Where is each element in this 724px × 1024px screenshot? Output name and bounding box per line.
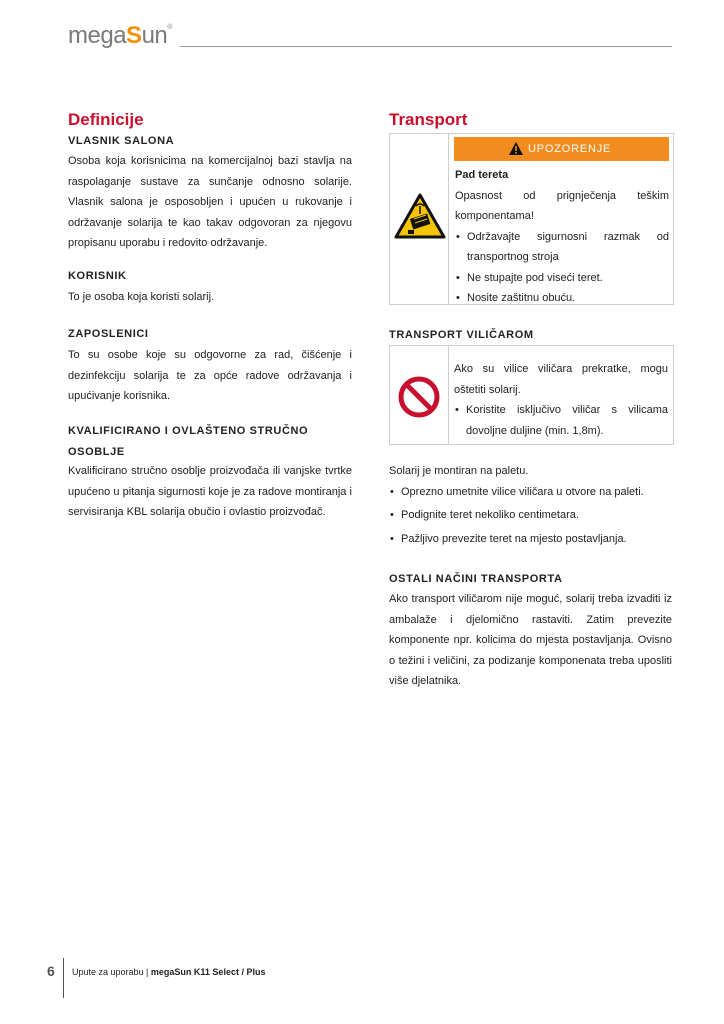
definitions-title: Definicije bbox=[68, 110, 144, 129]
other-transport-heading: OSTALI NAČINI TRANSPORTA bbox=[389, 573, 563, 585]
brand-s-letter: S bbox=[126, 22, 142, 49]
definition-heading-user: KORISNIK bbox=[68, 270, 127, 282]
definition-heading-staff: ZAPOSLENICI bbox=[68, 328, 149, 340]
brand-suffix: un bbox=[141, 22, 168, 49]
footer-manual: Upute za uporabu | bbox=[72, 967, 149, 977]
forklift-step: • Oprezno umetnite vilice viličara u otvore na paleti. bbox=[389, 482, 673, 503]
brand-logo bbox=[68, 22, 172, 50]
registered-mark: ® bbox=[167, 24, 172, 31]
transport-title: Transport bbox=[389, 110, 468, 129]
footer-product: megaSun K11 Select / Plus bbox=[150, 967, 266, 977]
forklift-steps bbox=[389, 461, 673, 549]
warning-heading: Pad tereta bbox=[455, 169, 509, 181]
footer-caption bbox=[72, 967, 265, 977]
falling-load-warning-icon bbox=[394, 192, 446, 240]
warning-text: Opasnost od prignječenja teškim komponentama! bbox=[455, 189, 669, 222]
warning-bullet: • Održavajte sigurnosni razmak od transportnog stroja bbox=[455, 227, 669, 268]
brand-prefix: mega bbox=[68, 22, 127, 49]
warning-icon-cell bbox=[390, 134, 449, 304]
definition-heading-owner: VLASNIK SALONA bbox=[68, 135, 175, 147]
warning-banner bbox=[454, 137, 669, 161]
notice-content bbox=[454, 359, 668, 441]
definition-heading-qualified-2: OSOBLJE bbox=[68, 446, 125, 458]
other-transport-text: Ako transport viličarom nije moguć, solarij treba izvaditi iz ambalaže i djelomično rastaviti. Zatim prevezite komponente npr. kolicima do mjesta postavljanja. Ovisno o težini i veličini, za podizanje komponenata treba uposliti više djelatnika. bbox=[389, 593, 672, 687]
definition-heading-qualified-1: KVALIFICIRANO I OVLAŠTENO STRUČNO bbox=[68, 425, 309, 437]
warning-bullet: • Ne stupajte pod viseći teret. bbox=[455, 268, 669, 289]
definition-text-qualified: Kvalificirano stručno osoblje proizvođača ili vanjske tvrtke upućeno u pitanja sigurnosti koje je za radove montiranja i servisiranja KBL solarija obučio i ovlastio proizvođač. bbox=[68, 465, 352, 518]
forklift-heading: TRANSPORT VILIČAROM bbox=[389, 329, 534, 341]
definition-text-staff: To su osobe koje su odgovorne za rad, čišćenje i dezinfekciju solarija te za opće radove održavanja i upućivanje korisnika. bbox=[68, 349, 352, 402]
definition-text-owner: Osoba koja korisnicima na komercijalnoj bazi stavlja na raspolaganje sustave za sunčanje odnosno solarije. Vlasnik salona je osposobljen i upućen u rukovanje i održavanje solarija te kao takav odgovoran za njegovu propisanu uporabu i redovito održavanje. bbox=[68, 155, 352, 249]
warning-bullet: • Nosite zaštitnu obuću. bbox=[455, 288, 669, 309]
notice-icon-cell bbox=[390, 346, 449, 444]
forklift-step: • Podignite teret nekoliko centimetara. bbox=[389, 505, 673, 526]
footer-divider bbox=[63, 958, 64, 998]
page-number: 6 bbox=[47, 963, 55, 979]
warning-label: UPOZORENJE bbox=[528, 143, 612, 155]
notice-bullet: • Koristite isključivo viličar s vilicama dovoljne duljine (min. 1,8m). bbox=[454, 400, 668, 441]
warning-triangle-icon bbox=[508, 141, 524, 156]
forklift-step: • Pažljivo prevezite teret na mjesto postavljanja. bbox=[389, 529, 673, 550]
prohibition-icon bbox=[397, 375, 441, 419]
warning-content bbox=[455, 165, 669, 309]
notice-text: Ako su vilice viličara prekratke, mogu oštetiti solarij. bbox=[454, 363, 668, 396]
header-divider bbox=[180, 46, 672, 47]
definition-text-user: To je osoba koja koristi solarij. bbox=[68, 291, 215, 303]
forklift-intro: Solarij je montiran na paletu. bbox=[389, 465, 529, 477]
